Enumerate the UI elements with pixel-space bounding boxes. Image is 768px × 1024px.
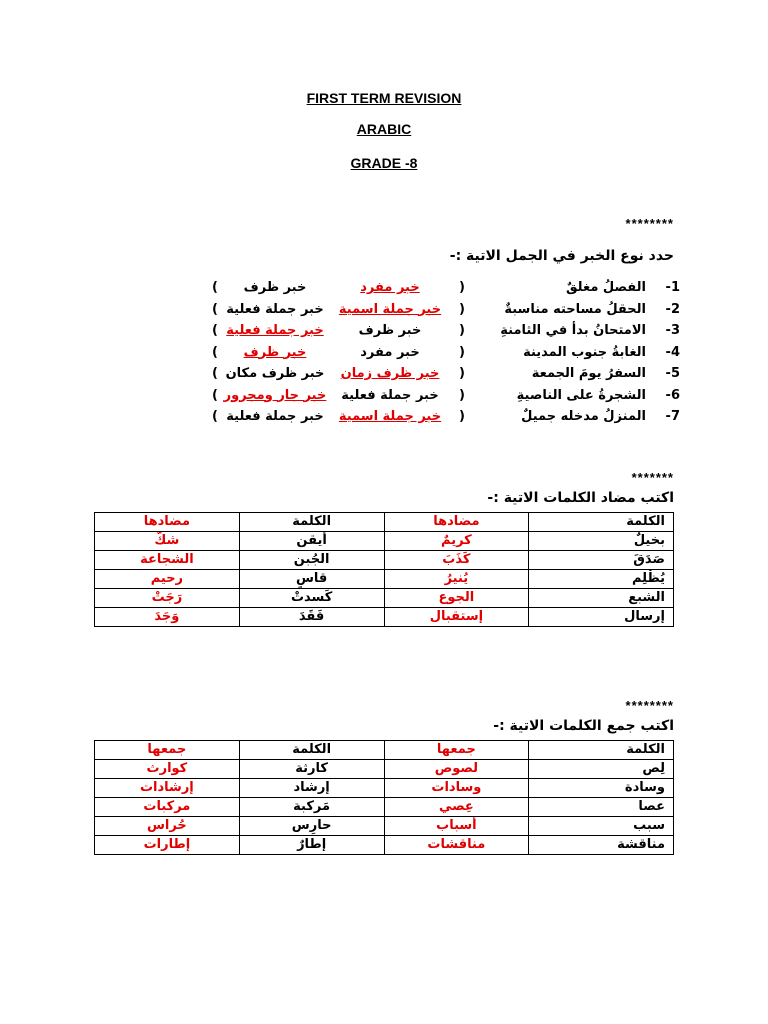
header-answer: مضادها	[95, 513, 240, 532]
option-1: خبر مفرد	[360, 280, 420, 295]
answer-cell: وسادات	[384, 779, 529, 798]
close-paren: )	[212, 344, 218, 360]
header-word: الكلمة	[529, 741, 674, 760]
word-cell: قاسٍ	[239, 570, 384, 589]
option-1: خبر ظرف زمان	[340, 366, 440, 381]
word-cell: كَسدتْ	[239, 589, 384, 608]
row-number: -5	[665, 366, 680, 381]
subject-title: ARABIC	[356, 121, 412, 137]
table-row	[95, 798, 674, 817]
word-cell: إطارٌ	[239, 836, 384, 855]
row-number: -2	[665, 301, 680, 317]
table-row	[95, 608, 674, 627]
option-2: خبر جار ومجرور	[223, 387, 327, 403]
table-row	[95, 817, 674, 836]
option-2: خبر ظرف	[243, 344, 307, 360]
table-row	[95, 570, 674, 589]
header-word: الكلمة	[529, 513, 674, 532]
header-answer: جمعها	[95, 741, 240, 760]
word-cell: الجُبن	[239, 551, 384, 570]
answer-cell: يُنيرُ	[384, 570, 529, 589]
table-row	[95, 589, 674, 608]
row-sentence: الشجرةُ على الناصيةِ	[516, 387, 646, 403]
close-paren: )	[212, 387, 218, 403]
header-word: الكلمة	[239, 513, 384, 532]
answer-cell: حُراس	[95, 817, 240, 836]
antonyms-table	[94, 512, 674, 627]
answer-cell: وَجَدَ	[95, 608, 240, 627]
word-cell: مناقشة	[529, 836, 674, 855]
answer-cell: إرشادات	[95, 779, 240, 798]
answer-cell: أسباب	[384, 817, 529, 836]
option-1: خبر جملة اسمية	[338, 301, 442, 317]
option-2: خبر جملة فعلية	[226, 323, 324, 338]
option-2: خبر جملة فعلية	[226, 301, 324, 317]
row-sentence: الغابةُ جنوب المدينة	[523, 344, 646, 360]
answer-cell: رحيم	[95, 570, 240, 589]
open-paren: (	[459, 387, 465, 403]
answer-cell: رَجَتْ	[95, 589, 240, 608]
word-cell: إرسال	[529, 608, 674, 627]
section3-stars: ********	[625, 698, 674, 713]
option-1: خبر جملة فعلية	[341, 387, 439, 403]
exercise-row	[200, 409, 680, 430]
header-answer: مضادها	[384, 513, 529, 532]
row-sentence: الحقلُ مساحته مناسبةٌ	[504, 301, 646, 317]
header-word: الكلمة	[239, 741, 384, 760]
section2-instruction: اكتب مضاد الكلمات الاتية :-	[487, 490, 674, 506]
row-number: -1	[665, 280, 680, 295]
close-paren: )	[212, 366, 218, 381]
word-cell: صَدَقَ	[529, 551, 674, 570]
answer-cell: لصوص	[384, 760, 529, 779]
table-row	[95, 760, 674, 779]
section2-stars: *******	[631, 470, 674, 485]
section3-instruction: اكتب جمع الكلمات الاتية :-	[493, 718, 674, 734]
exercise-row	[200, 366, 680, 387]
open-paren: (	[459, 323, 465, 338]
close-paren: )	[212, 409, 218, 424]
table-row	[95, 836, 674, 855]
word-cell: الشبع	[529, 589, 674, 608]
page-title: FIRST TERM REVISION	[306, 90, 462, 106]
word-cell: مَركبة	[239, 798, 384, 817]
exercise-row	[200, 280, 680, 301]
option-2: خبر ظرف	[243, 280, 307, 295]
word-cell: أيقن	[239, 532, 384, 551]
option-1: خبر ظرف	[358, 323, 422, 338]
row-sentence: السفرُ يومَ الجمعة	[531, 366, 646, 381]
word-cell: لِص	[529, 760, 674, 779]
answer-cell: إستقبال	[384, 608, 529, 627]
answer-cell: مناقشات	[384, 836, 529, 855]
row-number: -6	[665, 387, 680, 403]
table-row	[95, 779, 674, 798]
option-1: خبر مفرد	[360, 344, 420, 360]
answer-cell: إطارات	[95, 836, 240, 855]
close-paren: )	[212, 280, 218, 295]
word-cell: حارِس	[239, 817, 384, 836]
row-number: -3	[665, 323, 680, 338]
word-cell: سبب	[529, 817, 674, 836]
open-paren: (	[459, 409, 465, 424]
table-header-row	[95, 513, 674, 532]
exercise-row	[200, 323, 680, 344]
section1-instruction: حدد نوع الخبر في الجمل الاتية :-	[449, 248, 674, 264]
word-cell: كارثة	[239, 760, 384, 779]
word-cell: بخيلٌ	[529, 532, 674, 551]
open-paren: (	[459, 301, 465, 317]
answer-cell: كَذَبَ	[384, 551, 529, 570]
word-cell: فَقَدَ	[239, 608, 384, 627]
word-cell: عصا	[529, 798, 674, 817]
option-2: خبر جملة فعلية	[226, 409, 324, 424]
word-cell: وسادة	[529, 779, 674, 798]
option-2: خبر ظرف مكان	[225, 366, 325, 381]
exercise-row	[200, 345, 680, 366]
row-sentence: الامتحانُ بدأ في الثامنةِ	[500, 323, 646, 338]
answer-cell: الجوع	[384, 589, 529, 608]
open-paren: (	[459, 366, 465, 381]
table-row	[95, 532, 674, 551]
table-row	[95, 551, 674, 570]
row-number: -7	[665, 409, 680, 424]
close-paren: )	[212, 301, 218, 317]
plurals-table	[94, 740, 674, 855]
open-paren: (	[459, 280, 465, 295]
header-answer: جمعها	[384, 741, 529, 760]
row-sentence: المنزلُ مدخله جميلٌ	[521, 409, 646, 424]
answer-cell: كوارث	[95, 760, 240, 779]
row-number: -4	[665, 344, 680, 360]
answer-cell: الشجاعة	[95, 551, 240, 570]
grade-title: GRADE -8	[350, 155, 418, 171]
answer-cell: مركبات	[95, 798, 240, 817]
option-1: خبر جملة اسمية	[338, 409, 442, 424]
table-header-row	[95, 741, 674, 760]
word-cell: يُظْلِم	[529, 570, 674, 589]
section1-stars: ********	[625, 216, 674, 231]
open-paren: (	[459, 344, 465, 360]
answer-cell: شكَّ	[95, 532, 240, 551]
exercise-row	[200, 302, 680, 323]
row-sentence: الفصلُ مغلقٌ	[565, 280, 646, 295]
close-paren: )	[212, 323, 218, 338]
answer-cell: عِصي	[384, 798, 529, 817]
exercise-row	[200, 388, 680, 409]
word-cell: إرشاد	[239, 779, 384, 798]
answer-cell: كريمٌ	[384, 532, 529, 551]
